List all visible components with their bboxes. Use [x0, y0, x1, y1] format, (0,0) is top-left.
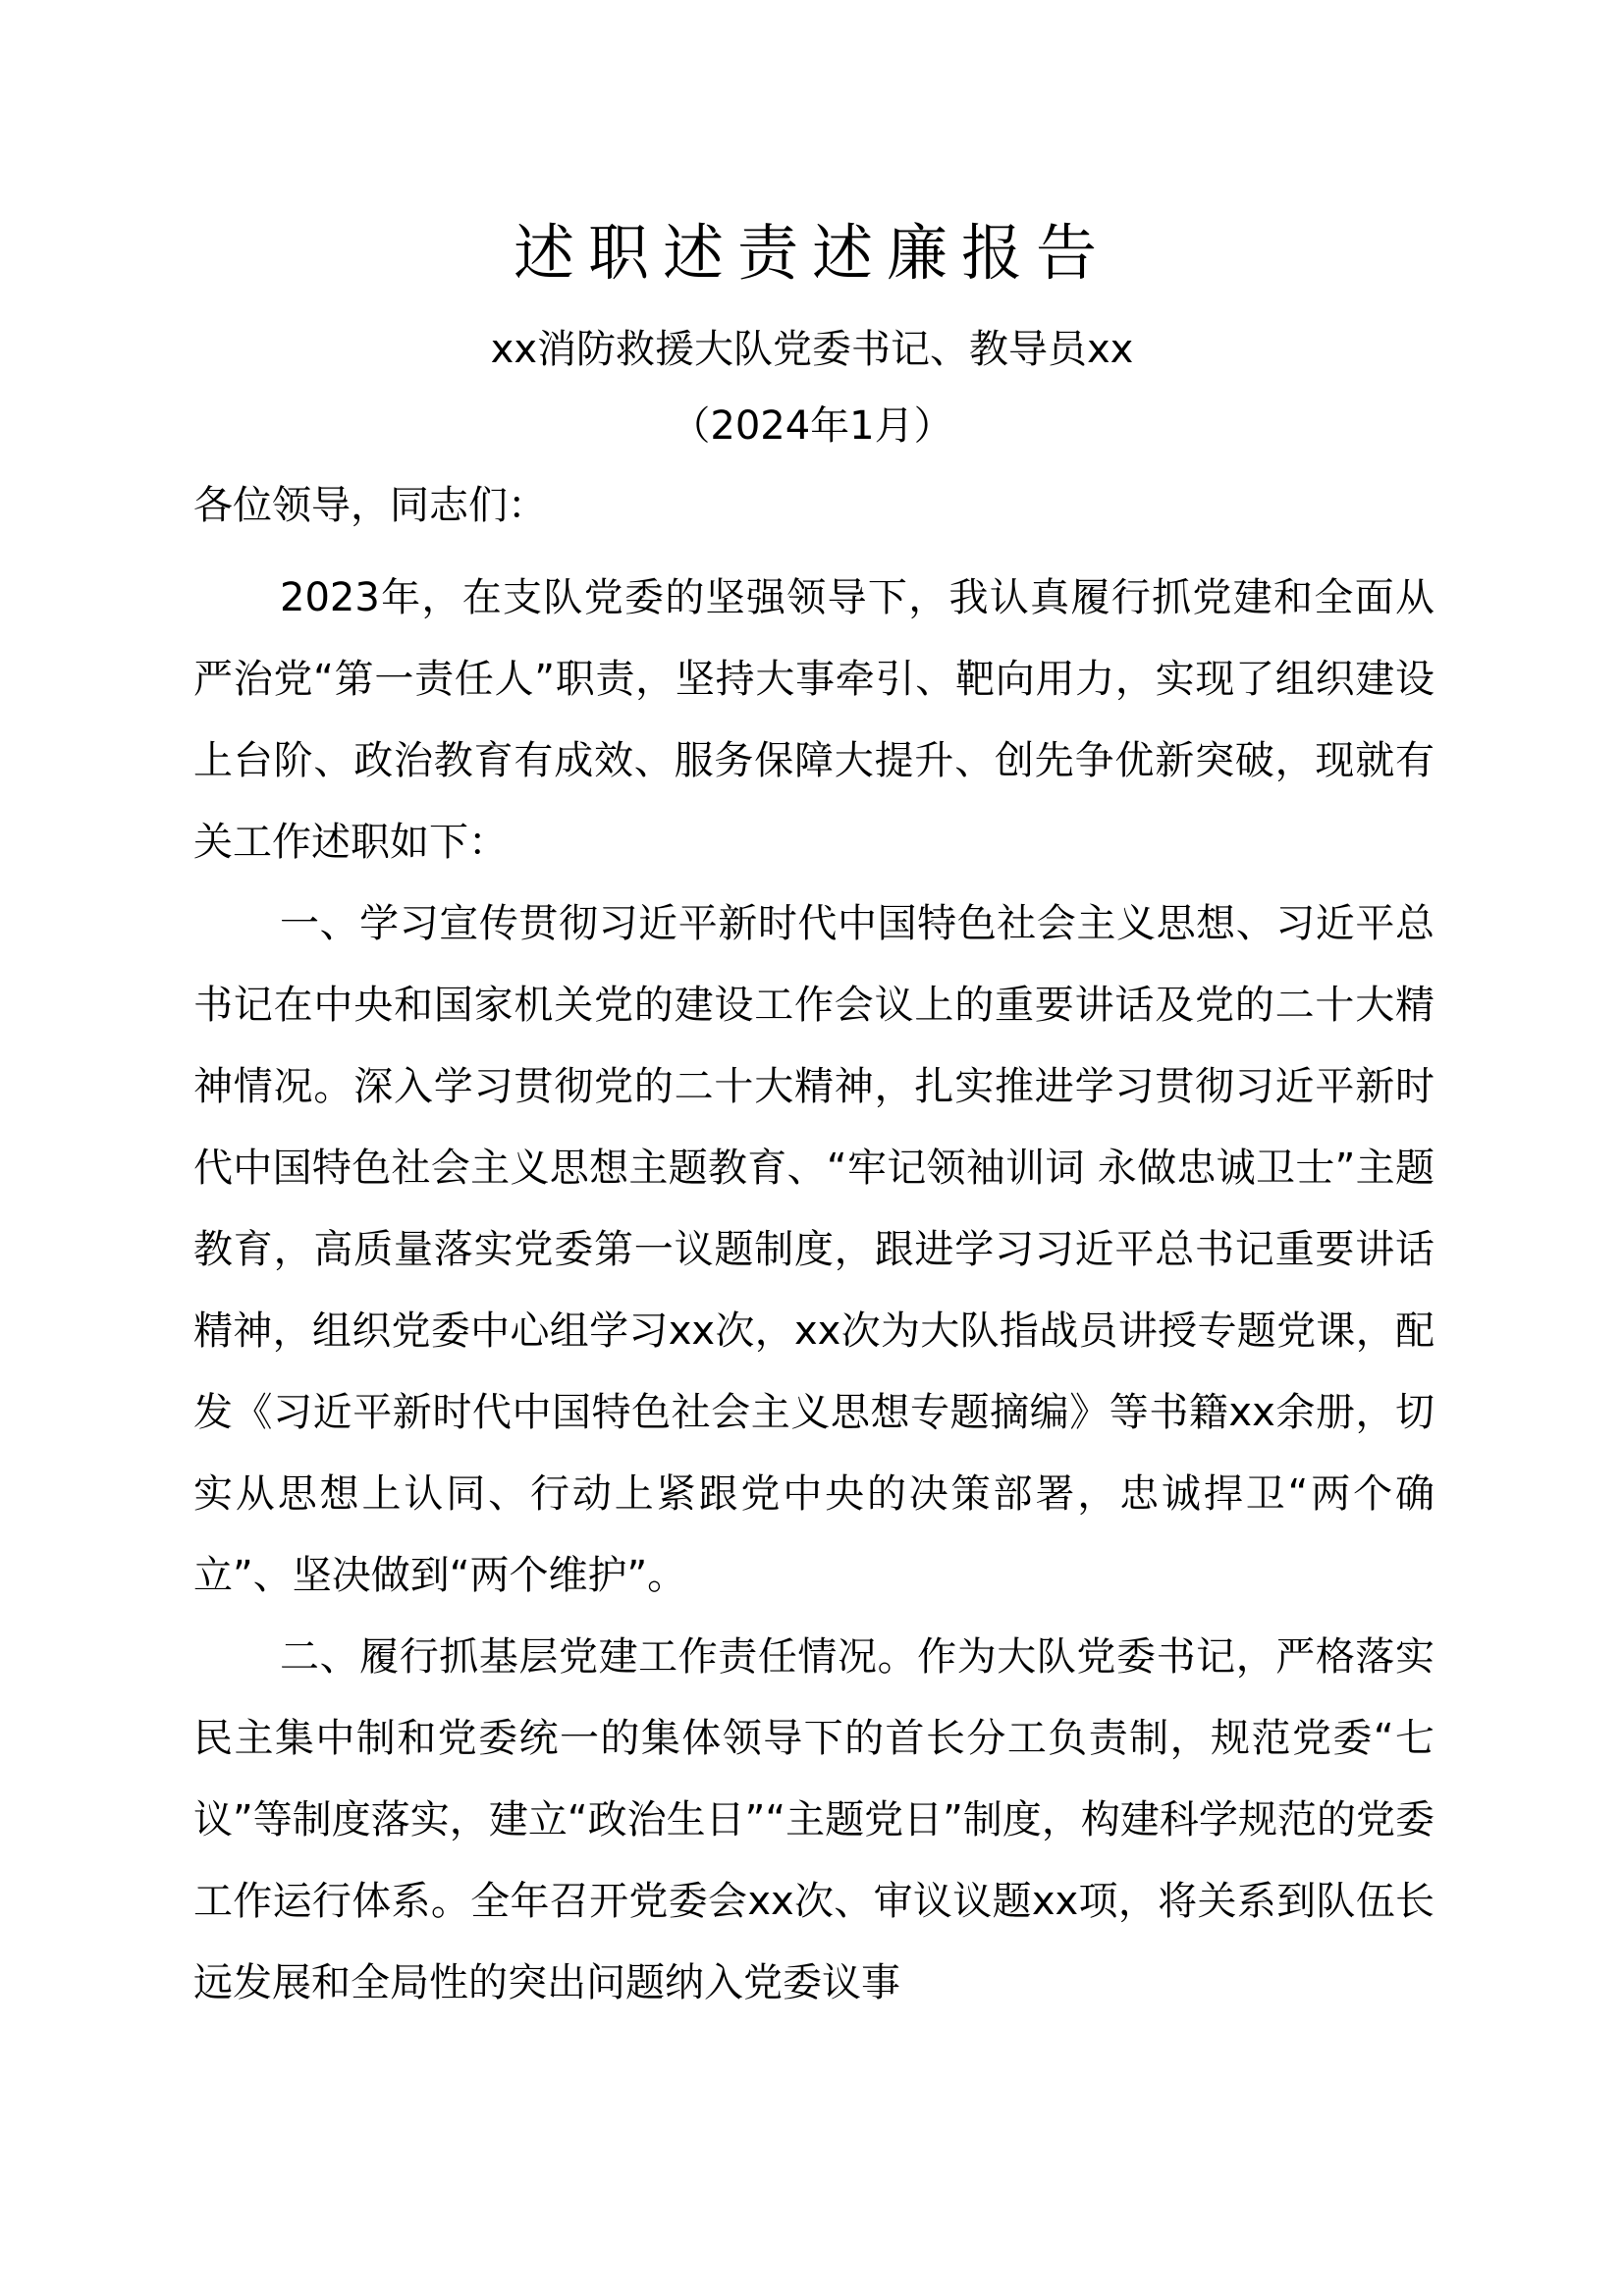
document-date: （2024年1月）	[671, 403, 953, 449]
document-subtitle: xx消防救援大队党委书记、教导员xx	[490, 327, 1134, 372]
paragraph-section-2: 二、履行抓基层党建工作责任情况。作为大队党委书记，严格落实民主集中制和党委统一的集体领导下的首长分工负责制，规范党委“七议”等制度落实，建立“政治生日”“主题党日”制度，构建科学规范的党委工作运行体系。全年召开党委会xx次、审议议题xx项，将关系到队伍长远发展和全局性的突出问题纳入党委议事	[193, 1634, 1435, 2005]
document-title: 述职述责述廉报告	[513, 217, 1110, 289]
salutation: 各位领导，同志们：	[193, 483, 547, 528]
document-body	[193, 558, 1435, 2024]
paragraph-intro: 2023年，在支队党委的坚强领导下，我认真履行抓党建和全面从严治党“第一责任人”职责，坚持大事牵引、靶向用力，实现了组织建设上台阶、政治教育有成效、服务保障大提升、创先争优新突破，现就有关工作述职如下：	[193, 575, 1435, 865]
paragraph-section-1: 一、学习宣传贯彻习近平新时代中国特色社会主义思想、习近平总书记在中央和国家机关党的建设工作会议上的重要讲话及党的二十大精神情况。深入学习贯彻党的二十大精神，扎实推进学习贯彻习近平新时代中国特色社会主义思想主题教育、“牢记领袖训词 永做忠诚卫士”主题教育，高质量落实党委第一议题制度，跟进学习习近平总书记重要讲话精神，组织党委中心组学习xx次，xx次为大队指战员讲授专题党课，配发《习近平新时代中国特色社会主义思想专题摘编》等书籍xx余册，切实从思想上认同、行动上紧跟党中央的决策部署，忠诚捍卫“两个确立”、坚决做到“两个维护”。	[193, 901, 1435, 1598]
